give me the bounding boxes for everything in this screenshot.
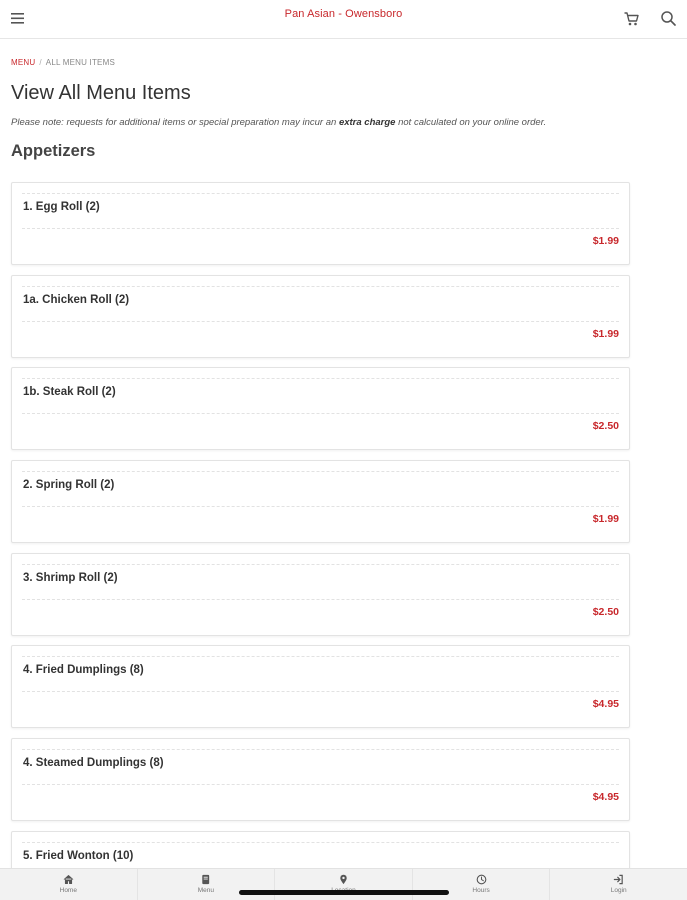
cart-button[interactable] [623, 10, 640, 27]
breadcrumb-separator: / [39, 58, 42, 67]
divider [22, 286, 619, 287]
breadcrumb-menu-link[interactable]: MENU [11, 58, 36, 67]
home-indicator-bar[interactable] [239, 890, 449, 895]
menu-item-price: $1.99 [592, 513, 619, 526]
map-pin-icon [338, 874, 349, 885]
menu-item-name: 3. Shrimp Roll (2) [23, 571, 118, 584]
nav-hours[interactable] [413, 869, 551, 900]
divider [22, 691, 619, 692]
divider [22, 564, 619, 565]
divider [22, 784, 619, 785]
top-bar [0, 0, 687, 39]
extra-charge-note [11, 117, 546, 128]
divider [22, 471, 619, 472]
menu-item-card[interactable] [11, 182, 630, 265]
note-text-bold: extra charge [338, 117, 396, 128]
note-text-start: Please note: requests for additional items or special preparation may incur an [11, 117, 339, 128]
login-icon [613, 874, 624, 885]
menu-item-price: $2.50 [592, 605, 619, 618]
nav-home-label: Home [59, 887, 77, 894]
breadcrumb-current: ALL MENU ITEMS [45, 58, 115, 67]
nav-home[interactable] [0, 869, 138, 900]
divider [22, 193, 619, 194]
menu-item-price: $1.99 [592, 235, 619, 247]
section-title: Appetizers [11, 142, 96, 160]
divider [22, 378, 619, 379]
menu-item-price: $4.95 [592, 791, 619, 804]
divider [22, 506, 619, 507]
home-icon [63, 874, 74, 885]
restaurant-title[interactable]: Pan Asian - Owensboro [284, 8, 403, 20]
menu-item-list [11, 182, 630, 900]
menu-item-card[interactable] [11, 460, 630, 543]
nav-menu-label: Menu [197, 887, 215, 894]
menu-item-name: 4. Steamed Dumplings (8) [23, 757, 164, 770]
menu-item-card[interactable] [11, 367, 630, 450]
breadcrumb [11, 58, 115, 67]
divider [22, 656, 619, 657]
nav-hours-label: Hours [472, 887, 490, 894]
nav-menu[interactable] [138, 869, 276, 900]
menu-item-card[interactable] [11, 275, 630, 358]
divider [22, 228, 619, 229]
divider [22, 321, 619, 322]
menu-item-name: 1. Egg Roll (2) [23, 201, 100, 213]
nav-login[interactable] [550, 869, 687, 900]
page-title: View All Menu Items [11, 82, 191, 104]
nav-login-label: Login [610, 887, 627, 894]
search-icon [660, 10, 677, 27]
menu-item-price: $4.95 [592, 698, 619, 711]
divider [22, 413, 619, 414]
search-button[interactable] [660, 10, 677, 27]
menu-item-card[interactable] [11, 553, 630, 636]
menu-item-name: 1b. Steak Roll (2) [23, 386, 116, 399]
menu-item-name: 5. Fried Wonton (10) [23, 849, 134, 862]
menu-item-price: $2.50 [592, 420, 619, 433]
book-icon [200, 874, 211, 885]
divider [22, 599, 619, 600]
menu-item-name: 4. Fried Dumplings (8) [23, 664, 144, 677]
menu-item-name: 1a. Chicken Roll (2) [23, 293, 130, 306]
clock-icon [476, 874, 487, 885]
nav-location[interactable] [275, 869, 413, 900]
bottom-nav [0, 868, 687, 900]
menu-item-name: 2. Spring Roll (2) [23, 479, 115, 492]
cart-icon [623, 10, 640, 27]
divider [22, 842, 619, 843]
note-text-end: not calculated on your online order. [395, 117, 547, 128]
divider [22, 749, 619, 750]
menu-item-card[interactable] [11, 645, 630, 728]
menu-item-price: $1.99 [592, 327, 619, 340]
menu-item-card[interactable] [11, 738, 630, 821]
